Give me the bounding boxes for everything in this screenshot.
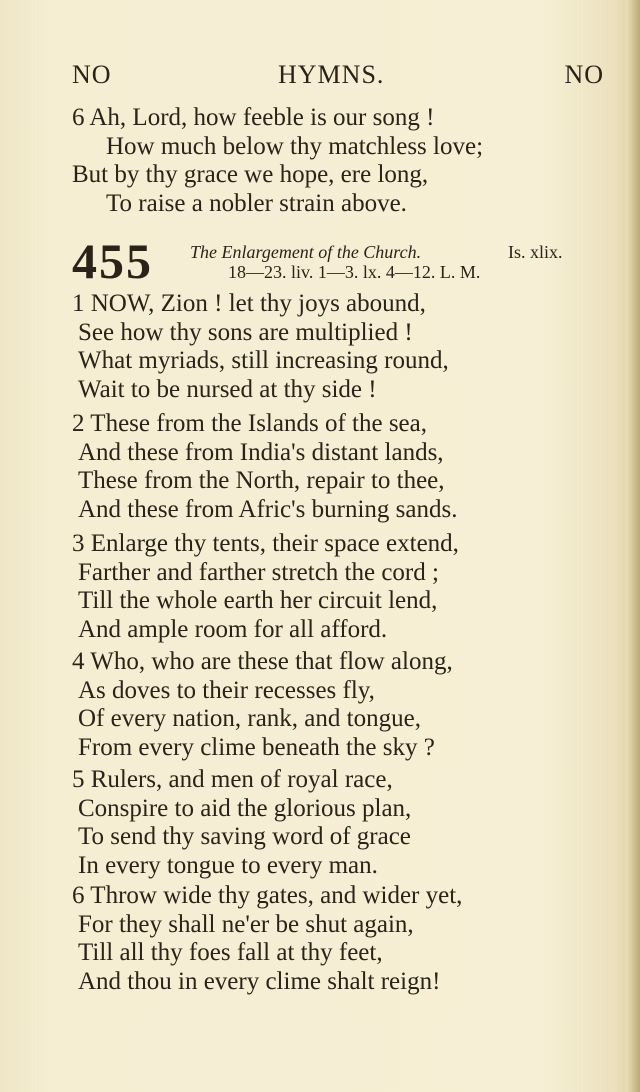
header-title: HYMNS. [278,60,385,89]
stanza-line: 6 Ah, Lord, how feeble is our song ! [72,104,435,131]
stanza-line: And these from India's distant lands, [78,438,444,466]
scripture-reference-meter: 18—23. liv. 1—3. lx. 4—12. L. M. [228,262,481,282]
scripture-reference: Is. xlix. [508,242,563,262]
hymn-stanza-2 [72,410,592,524]
stanza-line: And ample room for all afford. [78,615,388,643]
stanza-line: To send thy saving word of grace [78,823,411,850]
header-right: NO [564,60,604,89]
stanza-line: Conspire to aid the glorious plan, [78,794,412,822]
stanza-line: Wait to be nursed at thy side ! [78,375,377,403]
hymn-stanza-6 [72,882,592,996]
hymn-stanza-3 [72,530,592,644]
page-edge [626,0,640,1092]
hymn-stanza-1 [72,290,592,404]
stanza-line: In every tongue to every man. [78,851,378,879]
stanza-line: To raise a nobler strain above. [106,189,407,217]
hymn-title: The Enlargement of the Church. [190,242,422,262]
stanza-line: 5 Rulers, and men of royal race, [72,766,393,793]
stanza-line: What myriads, still increasing round, [78,347,449,374]
stanza-line: And these from Afric's burning sands. [78,495,458,523]
stanza-line: Till the whole earth her circuit lend, [78,587,438,614]
running-header [72,60,604,94]
stanza-line: These from the North, repair to thee, [78,467,445,494]
stanza-line: For they shall ne'er be shut again, [78,910,414,938]
stanza-line: As doves to their recesses fly, [78,676,375,704]
stanza-line: 4 Who, who are these that flow along, [72,648,453,675]
stanza-line: 2 These from the Islands of the sea, [72,410,427,437]
hymn-heading [72,233,602,290]
stanza-line: 1 NOW, Zion ! let thy joys abound, [72,290,426,317]
stanza-line: See how thy sons are multiplied ! [78,318,413,346]
stanza-line: Till all thy foes fall at thy feet, [78,939,383,966]
stanza-line: Of every nation, rank, and tongue, [78,705,421,732]
hymn-stanza-4 [72,648,592,762]
stanza-line: How much below thy matchless love; [106,132,484,160]
stanza-line: From every clime beneath the sky ? [78,733,435,761]
stanza-line: But by thy grace we hope, ere long, [72,161,429,188]
stanza-line: And thou in every clime shalt reign! [78,967,441,995]
header-left: NO [72,60,112,89]
hymn-stanza-5 [72,766,592,880]
stanza-line: 3 Enlarge thy tents, their space extend, [72,530,459,557]
stanza-line: 6 Throw wide thy gates, and wider yet, [72,882,463,909]
stanza-line: Farther and farther stretch the cord ; [78,558,439,586]
previous-hymn-stanza [72,104,592,218]
hymn-number: 455 [72,233,153,289]
